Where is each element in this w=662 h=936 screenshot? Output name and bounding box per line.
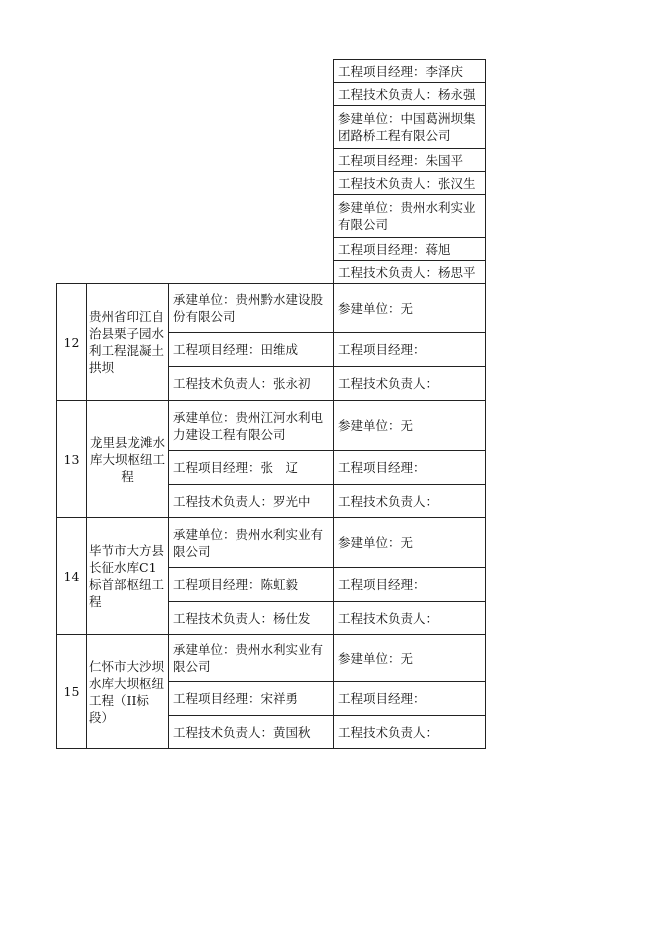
project-name: 龙里县龙滩水库大坝枢纽工程: [86, 400, 169, 518]
row-number: 12: [56, 283, 87, 401]
participant-cell: 参建单位：无: [333, 517, 486, 568]
top-cell-tech-3: 工程技术负责人：杨思平: [333, 260, 486, 284]
row-number: 13: [56, 400, 87, 518]
participant-cell: 参建单位：无: [333, 400, 486, 451]
manager-cell: 工程项目经理：宋祥勇: [168, 681, 334, 716]
manager-cell: 工程项目经理：田维成: [168, 332, 334, 367]
participant-manager-cell: 工程项目经理：: [333, 567, 486, 602]
top-cell-manager-2: 工程项目经理：朱国平: [333, 148, 486, 172]
participant-tech-cell: 工程技术负责人：: [333, 601, 486, 635]
contractor-cell: 承建单位：贵州水利实业有限公司: [168, 634, 334, 682]
top-cell-participant-1: 参建单位：中国葛洲坝集团路桥工程有限公司: [333, 105, 486, 149]
top-cell-manager-3: 工程项目经理：蒋旭: [333, 237, 486, 261]
tech-lead-cell: 工程技术负责人：张永初: [168, 366, 334, 401]
participant-manager-cell: 工程项目经理：: [333, 332, 486, 367]
top-cell-tech-2: 工程技术负责人：张汉生: [333, 171, 486, 195]
manager-cell: 工程项目经理：张 辽: [168, 450, 334, 485]
participant-tech-cell: 工程技术负责人：: [333, 366, 486, 401]
participant-tech-cell: 工程技术负责人：: [333, 484, 486, 518]
tech-lead-cell: 工程技术负责人：黄国秋: [168, 715, 334, 749]
contractor-cell: 承建单位：贵州江河水利电力建设工程有限公司: [168, 400, 334, 451]
participant-cell: 参建单位：无: [333, 634, 486, 682]
top-cell-tech-1: 工程技术负责人：杨永强: [333, 82, 486, 106]
row-number: 14: [56, 517, 87, 635]
top-cell-participant-2: 参建单位：贵州水利实业有限公司: [333, 194, 486, 238]
project-name: 贵州省印江自治县栗子园水利工程混凝土拱坝: [86, 283, 169, 401]
participant-manager-cell: 工程项目经理：: [333, 681, 486, 716]
contractor-cell: 承建单位：贵州黔水建设股份有限公司: [168, 283, 334, 333]
project-name: 仁怀市大沙坝水库大坝枢纽工程（II标段）: [86, 634, 169, 749]
participant-manager-cell: 工程项目经理：: [333, 450, 486, 485]
tech-lead-cell: 工程技术负责人：罗光中: [168, 484, 334, 518]
participant-cell: 参建单位：无: [333, 283, 486, 333]
row-number: 15: [56, 634, 87, 749]
manager-cell: 工程项目经理：陈虹毅: [168, 567, 334, 602]
tech-lead-cell: 工程技术负责人：杨仕发: [168, 601, 334, 635]
contractor-cell: 承建单位：贵州水利实业有限公司: [168, 517, 334, 568]
top-cell-manager-1: 工程项目经理：李泽庆: [333, 59, 486, 83]
participant-tech-cell: 工程技术负责人：: [333, 715, 486, 749]
project-name: 毕节市大方县长征水库C1标首部枢纽工程: [86, 517, 169, 635]
